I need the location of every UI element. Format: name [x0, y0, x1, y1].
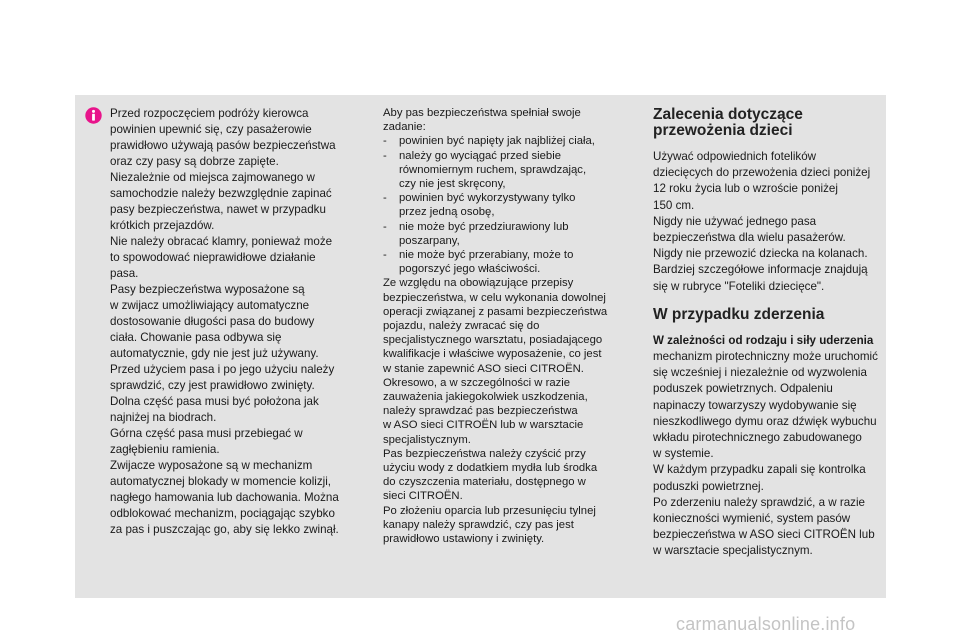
text-line: sprawdzić, czy jest prawidłowo zwinięty. [110, 379, 315, 392]
text-line: bezpieczeństwa, w celu wykonania dowolnej [383, 291, 606, 304]
list-item-text: nie może być przerabiany, może to [399, 249, 574, 262]
seat-belt-info-column [110, 106, 372, 538]
text-line: pasa. [110, 267, 139, 280]
dash-marker: - [383, 249, 387, 262]
text-line: Przed rozpoczęciem podróży kierowca [110, 107, 309, 120]
text-line: ciała. Chowanie pasa odbywa się [110, 331, 282, 344]
children-and-collision-column [653, 107, 878, 560]
list-item-text: czy nie jest skręcony, [399, 178, 506, 191]
text-line: Używać odpowiednich fotelików [653, 150, 817, 163]
text-line: dziecięcych do przewożenia dzieci poniżej [653, 166, 871, 180]
text-line: bezpieczeństwa w ASO sieci CITROËN lub [653, 528, 875, 542]
text-line: zauważenia jakiegokolwiek uszkodzenia, [383, 391, 588, 404]
text-line: prawidłowo ustawiony i zwinięty. [383, 533, 545, 546]
text-line: kwalifikacje i właściwe wyposażenie, co jest [383, 348, 602, 361]
text-line: bezpieczeństwa dla wielu pasażerów. [653, 231, 846, 245]
text-line: poduszki powietrznej. [653, 479, 764, 493]
text-line: Niezależnie od miejsca zajmowanego w [110, 171, 315, 184]
text-line: w ASO sieci CITROËN lub w warsztacie [383, 419, 584, 432]
text-line: napinaczy towarzyszy wydobywanie się [653, 398, 857, 412]
text-line: za pas i puszczając go, aby się lekko zwinął. [110, 523, 339, 536]
text-line: automatycznej blokady w momencie kolizji, [110, 475, 332, 488]
dash-marker: - [383, 149, 387, 162]
text-line: kanapy należy sprawdzić, czy pas jest [383, 518, 574, 531]
text-line: Pasy bezpieczeństwa wyposażone są [110, 283, 305, 296]
text-line: pasy bezpieczeństwa, nawet w przypadku [110, 203, 326, 216]
list-item-text: przez jedną osobę, [399, 206, 495, 219]
text-line: najniżej na biodrach. [110, 411, 217, 424]
text-line: odblokować mechanizm, pociągając szybko [110, 507, 335, 520]
text-line: użyciu wody z dodatkiem mydła lub środka [383, 462, 598, 475]
text-line: Przed użyciem pasa i po jego użyciu należy [110, 363, 335, 376]
section-heading: W przypadku zderzenia [653, 305, 825, 323]
text-line: nieszkodliwego dymu oraz dźwięk wybuchu [653, 414, 877, 428]
text-line: automatycznie, gdy nie jest już używany. [110, 347, 319, 360]
text-line: Zwijacze wyposażone są w mechanizm [110, 459, 313, 472]
list-item-text: należy go wyciągać przed siebie [399, 149, 562, 162]
text-line: specjalistycznego warsztatu, posiadającego [383, 334, 603, 347]
seat-belt-requirements-column [383, 106, 633, 546]
text-line: w zwijacz umożliwiający automatyczne [110, 299, 310, 312]
text-line: 12 roku życia lub o wzroście poniżej [653, 182, 838, 196]
list-item [383, 220, 633, 234]
section-heading: przewożenia dzieci [653, 122, 793, 139]
text-line: w stanie zapewnić ASO sieci CITROËN. [383, 362, 584, 375]
text-line: zagłębieniu ramienia. [110, 443, 220, 456]
text-line: Nie należy obracać klamry, ponieważ może [110, 235, 333, 248]
text-line: Po złożeniu oparcia lub przesunięciu tylnej [383, 504, 596, 517]
text-line: samochodzie należy bezwzględnie zapinać [110, 187, 332, 200]
text-line: w warsztacie specjalistycznym. [653, 544, 813, 558]
text-line: się w rubryce "Foteliki dziecięce". [653, 279, 825, 293]
text-line: Po zderzeniu należy sprawdzić, a w razie [653, 495, 866, 509]
info-icon [85, 107, 102, 124]
text-line: zadanie: [383, 121, 426, 134]
text-line: Nigdy nie przewozić dziecka na kolanach. [653, 247, 868, 261]
dash-marker: - [383, 192, 387, 205]
text-line: to spowodować nieprawidłowe działanie [110, 251, 316, 264]
text-line: Okresowo, a w szczególności w razie [383, 376, 571, 389]
text-line: oraz czy pasy są dobrze zapięte. [110, 155, 279, 168]
dash-marker: - [383, 135, 387, 148]
list-item-text: nie może być przedziurawiony lub [399, 220, 569, 233]
list-item-text: powinien być wykorzystywany tylko [399, 192, 576, 205]
text-line: Dolna część pasa musi być położona jak [110, 395, 319, 408]
text-line: poduszek powietrznych. Odpaleniu [653, 382, 833, 396]
text-line: prawidłowo używają pasów bezpieczeństwa [110, 139, 336, 152]
text-line: 150 cm. [653, 198, 695, 212]
list-item-text: pogorszyć jego właściwości. [399, 263, 541, 276]
list-item [383, 149, 633, 163]
text-line: W każdym przypadku zapali się kontrolka [653, 463, 866, 477]
list-item-text: równomiernym ruchem, sprawdzając, [399, 163, 587, 176]
text-line: powinien upewnić się, czy pasażerowie [110, 123, 312, 136]
section-heading: Zalecenia dotyczące [653, 106, 803, 123]
dash-marker: - [383, 220, 387, 233]
text-line: konieczności wymienić, system pasów [653, 512, 851, 526]
text-line: Pas bezpieczeństwa należy czyścić przy [383, 447, 586, 460]
text-line: Nigdy nie używać jednego pasa [653, 214, 817, 228]
list-item-text: powinien być napięty jak najbliżej ciała, [399, 135, 595, 148]
list-item [383, 248, 633, 262]
text-line: w systemie. [653, 447, 714, 461]
text-line: się wcześniej i niezależnie od wyzwolenia [653, 366, 867, 380]
text-line: mechanizm pirotechniczny może uruchomić [653, 350, 878, 364]
text-line: Bardziej szczegółowe informacje znajdują [653, 263, 868, 277]
text-line: Ze względu na obowiązujące przepisy [383, 277, 574, 290]
text-line: Górna część pasa musi przebiegać w [110, 427, 303, 440]
text-line: specjalistycznym. [383, 433, 471, 446]
list-item-text: poszarpany, [399, 234, 460, 247]
text-line: operacji związanej z pasami bezpieczeństwa [383, 305, 608, 318]
text-line: wkładu pirotechnicznego zabudowanego [653, 431, 862, 445]
text-line-bold: W zależności od rodzaju i siły uderzenia [653, 333, 874, 347]
text-line: Aby pas bezpieczeństwa spełniał swoje [383, 107, 581, 119]
text-line: pojazdu, należy zwracać się do [383, 320, 540, 333]
text-line: dostosowanie długości pasa do budowy [110, 315, 315, 328]
text-line: krótkich przejazdów. [110, 219, 215, 232]
text-line: nagłego hamowania lub dachowania. Można [110, 491, 339, 504]
text-line: do czyszczenia materiału, dostępnego w [383, 476, 586, 489]
watermark: carmanualsonline.info [676, 614, 856, 634]
list-item [383, 191, 633, 205]
text-line: należy sprawdzać pas bezpieczeństwa [383, 405, 578, 418]
list-item [383, 134, 633, 148]
text-line: sieci CITROËN. [383, 490, 463, 503]
